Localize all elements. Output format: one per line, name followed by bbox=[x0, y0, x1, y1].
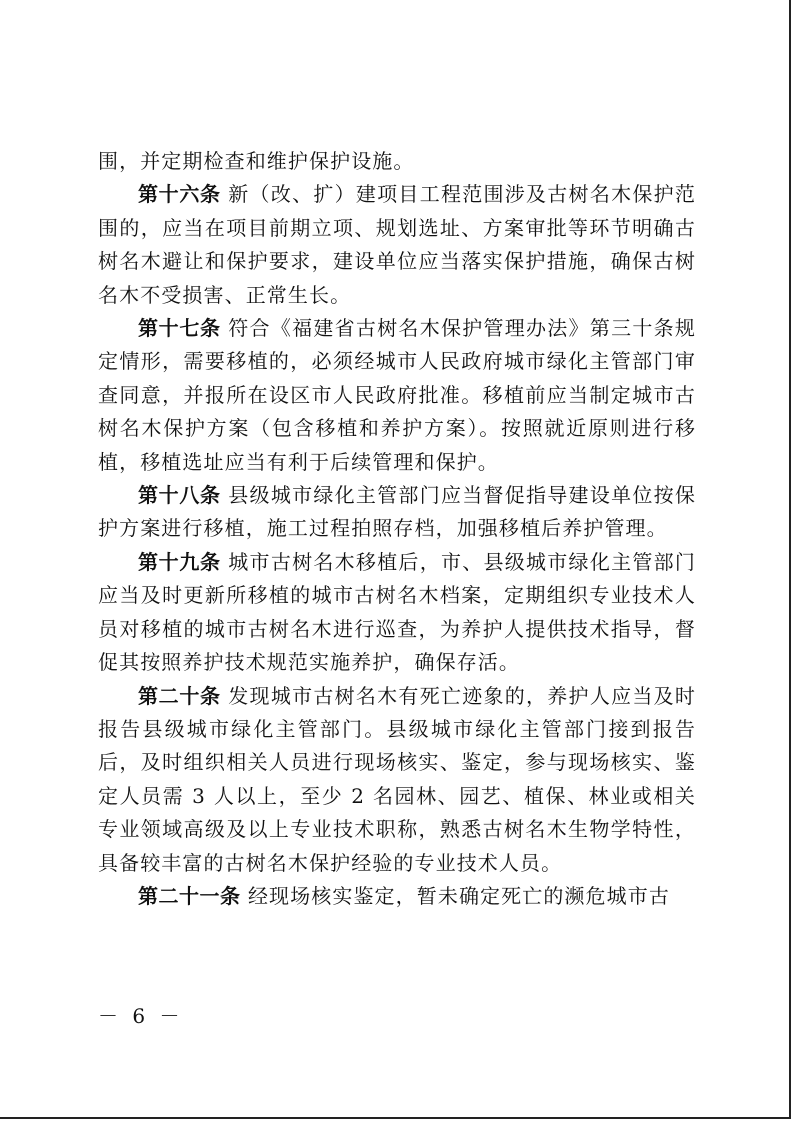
article-number: 第二十一条 bbox=[138, 883, 241, 908]
paragraph-text: 经现场核实鉴定，暂未确定死亡的濒危城市古 bbox=[240, 883, 670, 908]
article-number: 第二十条 bbox=[138, 683, 221, 708]
article-number: 第十六条 bbox=[138, 182, 221, 207]
article-17 bbox=[98, 312, 696, 479]
article-20 bbox=[98, 680, 696, 880]
paragraph-text: 县级城市绿化主管部门应当督促指导建设单位按保护方案进行移植，施工过程拍照存档，加强移植后养护管理。 bbox=[98, 483, 696, 541]
paragraph-text: 发现城市古树名木有死亡迹象的，养护人应当及时报告县级城市绿化主管部门。县级城市绿化主管部门接到报告后，及时组织相关人员进行现场核实、鉴定，参与现场核实、鉴定人员需 3 人以上，至少 2 名园林、园艺、植保、林业或相关专业领域高级及以上专业技术职称，熟悉古树名木生物学特性，具备较丰富的古树名木保护经验的专业技术人员。 bbox=[98, 683, 696, 875]
page-number: － 6 － bbox=[98, 1004, 184, 1028]
article-18 bbox=[98, 479, 696, 546]
article-number: 第十七条 bbox=[138, 316, 221, 341]
article-21 bbox=[98, 880, 696, 913]
article-19 bbox=[98, 546, 696, 680]
article-16 bbox=[98, 178, 696, 312]
paragraph-text: 新（改、扩）建项目工程范围涉及古树名木保护范围的，应当在项目前期立项、规划选址、方案审批等环节明确古树名木避让和保护要求，建设单位应当落实保护措施，确保古树名木不受损害、正常生长。 bbox=[98, 182, 696, 307]
paragraph-text: 符合《福建省古树名木保护管理办法》第三十条规定情形，需要移植的，必须经城市人民政府城市绿化主管部门审查同意，并报所在设区市人民政府批准。移植前应当制定城市古树名木保护方案（包含移植和养护方案）。按照就近原则进行移植，移植选址应当有利于后续管理和保护。 bbox=[98, 316, 696, 474]
paragraph-continuation bbox=[98, 145, 696, 178]
document-body bbox=[98, 145, 696, 913]
article-number: 第十八条 bbox=[138, 483, 221, 508]
paragraph-text: 城市古树名木移植后，市、县级城市绿化主管部门应当及时更新所移植的城市古树名木档案，定期组织专业技术人员对移植的城市古树名木进行巡查，为养护人提供技术指导，督促其按照养护技术规范实施养护，确保存活。 bbox=[98, 549, 696, 675]
paragraph-text: 围，并定期检查和维护保护设施。 bbox=[98, 149, 415, 173]
article-number: 第十九条 bbox=[138, 549, 221, 574]
